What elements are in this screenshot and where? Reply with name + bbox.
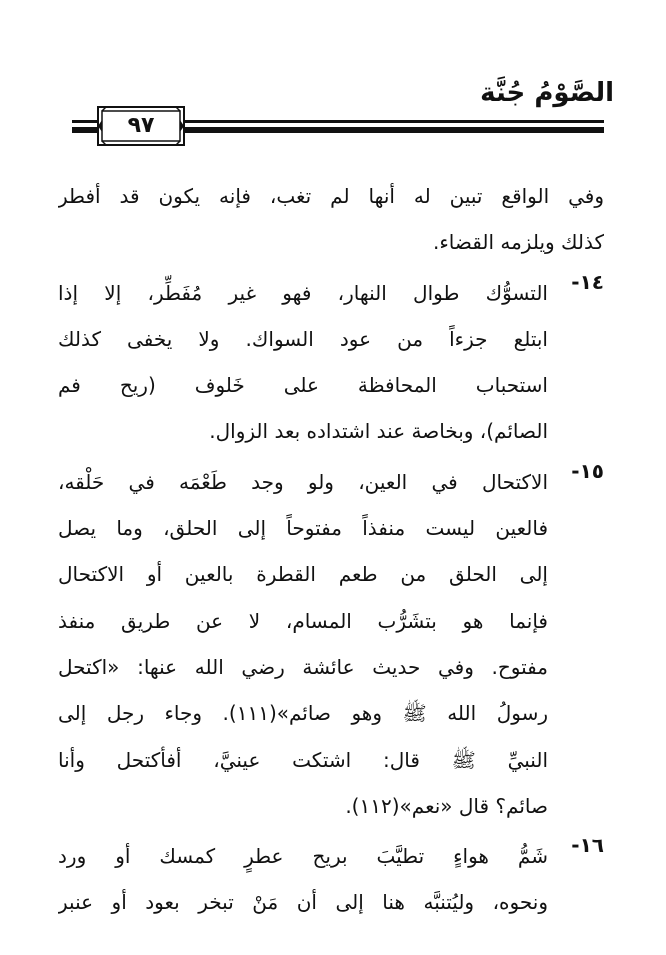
- text-line: استحباب المحافظة على خَلوف (ريح فم: [58, 373, 548, 398]
- text-line: فإنما هو بتشَرُّب المسام، لا عن طريق منفذ: [58, 608, 548, 633]
- text-line: مفتوح. وفي حديث عائشة رضي الله عنها: «اكتحل: [58, 654, 548, 679]
- text-line: وفي الواقع تبين له أنها لم تغب، فإنه يكون قد أفطر: [58, 184, 604, 208]
- text-line: شَمُّ هواءٍ تطيَّبَ بريح عطرٍ كمسك أو ورد: [58, 844, 548, 869]
- text-line: ابتلع جزءاً من عود السواك. ولا يخفى كذلك: [58, 326, 548, 351]
- text-line: فالعين ليست منفذاً مفتوحاً إلى الحلق، وما يصل: [58, 516, 548, 541]
- header-rule: [72, 127, 100, 133]
- text-line: كذلك ويلزمه القضاء.: [433, 230, 604, 255]
- text-line: إلى الحلق من طعم القطرة بالعين أو الاكتحال: [58, 562, 548, 587]
- header-rule: [181, 120, 604, 123]
- running-title: الصَّوْمُ جُنَّة: [480, 78, 614, 108]
- text-line: التسوُّك طوال النهار، فهو غير مُفَطِّر، إلا إذا: [58, 280, 548, 305]
- page-number: ٩٧: [127, 113, 155, 138]
- text-line: صائم؟ قال «نعم»(١١٢).: [345, 793, 548, 818]
- text-line: الصائم)، وبخاصة عند اشتداده بعد الزوال.: [209, 419, 548, 444]
- paragraph: [58, 173, 604, 266]
- header-rule: [72, 120, 100, 123]
- text-line: الاكتحال في العين، ولو وجد طَعْمَه في حَلْقه،: [58, 469, 548, 494]
- page-header: [0, 0, 666, 150]
- text-line: ونحوه، وليُتنبَّه هنا إلى أن مَنْ تبخر بعود أو عنبر: [58, 890, 548, 915]
- header-rule: [181, 127, 604, 133]
- item-number: ١٥-: [571, 458, 604, 483]
- item-number: ١٦-: [571, 833, 604, 858]
- text-line: النبيِّ ﷺ قال: اشتكت عينيَّ، أفأكتحل وأنا: [58, 747, 548, 772]
- list-item: [58, 459, 604, 829]
- item-number: ١٤-: [571, 269, 604, 294]
- list-item: [58, 833, 604, 926]
- text-line: رسولُ الله ﷺ وهو صائم»(١١١). وجاء رجل إلى: [58, 701, 548, 726]
- list-item: [58, 270, 604, 455]
- text-body: [58, 173, 604, 926]
